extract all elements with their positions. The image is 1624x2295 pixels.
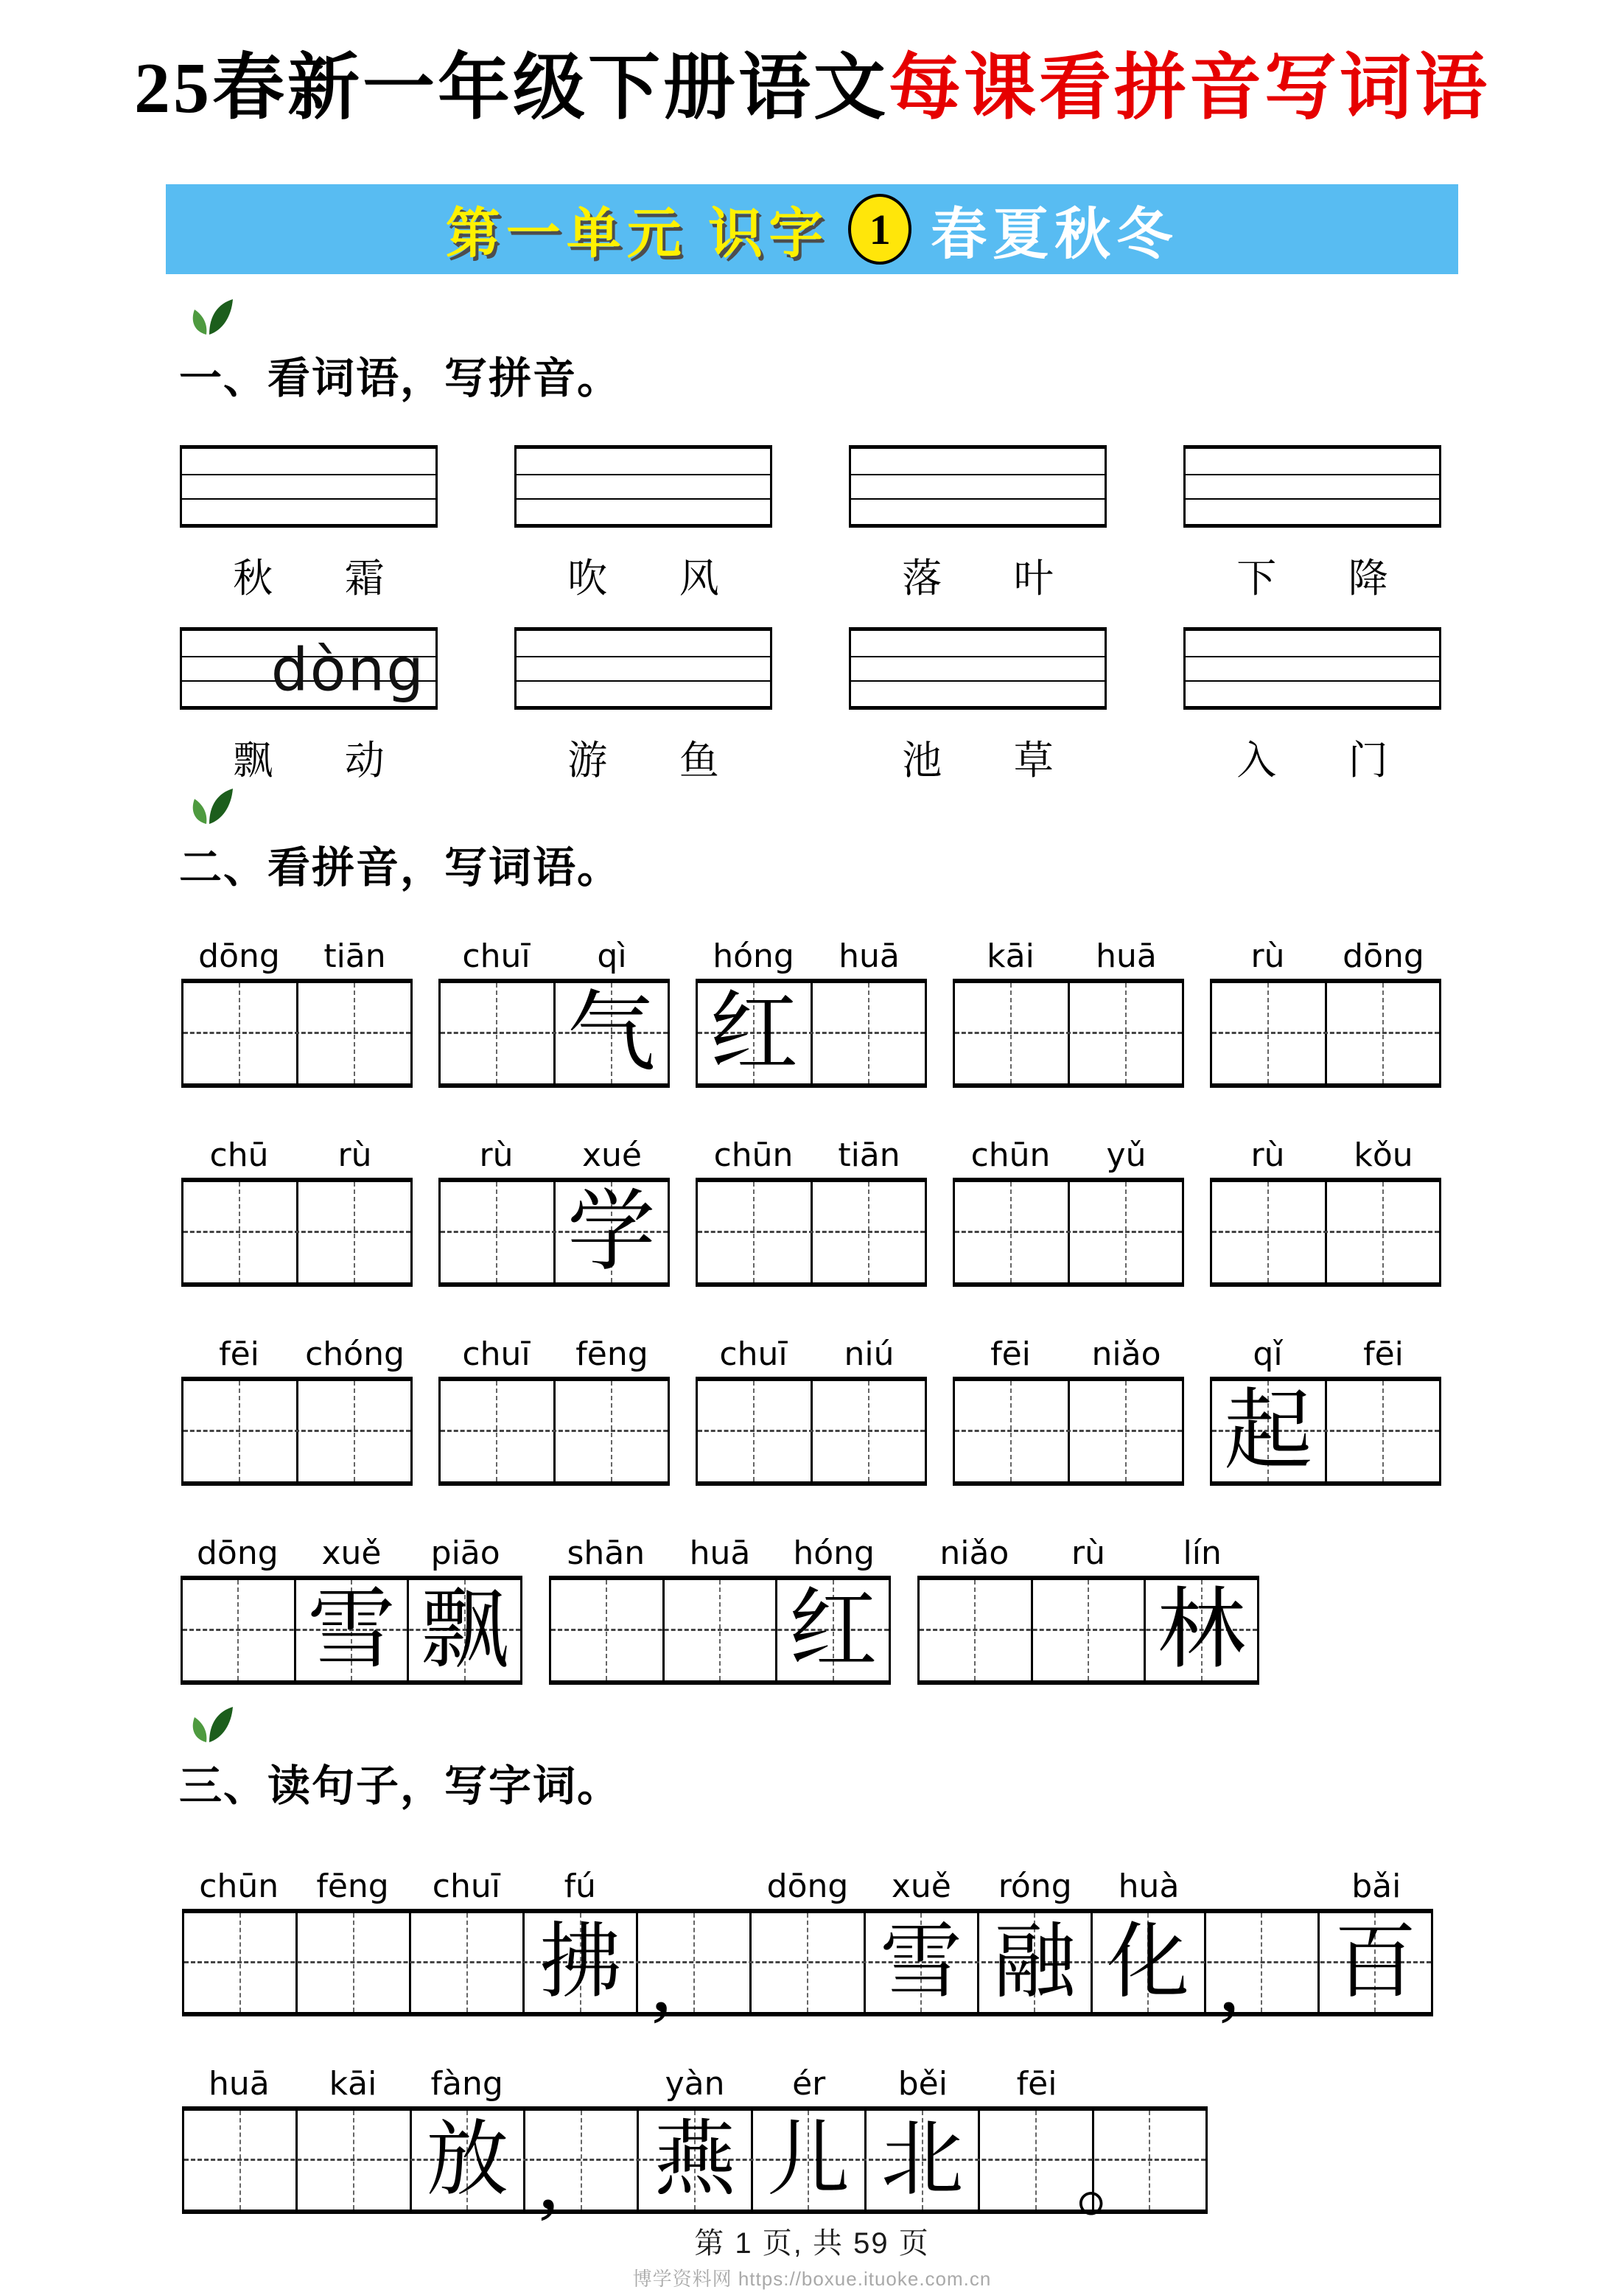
handwritten-char: 林 [1157, 1581, 1246, 1679]
writing-cell [1144, 1580, 1257, 1680]
pinyin-writing-box [849, 445, 1107, 528]
pinyin-syllable: bǎi [1351, 1868, 1401, 1905]
pinyin-writing-box [180, 445, 438, 528]
word-writing-grid [181, 927, 413, 1088]
lesson-number-badge: 1 [848, 194, 911, 265]
writing-cell [296, 1182, 411, 1282]
pinyin-syllable: fàng [430, 2065, 503, 2103]
punctuation-mark: , [651, 1938, 672, 2029]
section-two-row [181, 1325, 1441, 1486]
handwritten-char: 红 [788, 1581, 878, 1679]
writing-cell [811, 1182, 925, 1282]
writing-cell [296, 983, 411, 1083]
word-writing-grid [181, 1524, 522, 1685]
pinyin-row [953, 1325, 1184, 1377]
word-writing-grid [1210, 1126, 1441, 1287]
writing-cell [955, 1381, 1068, 1481]
writing-grid-box [953, 1377, 1184, 1486]
pinyin-syllable: tiān [838, 1136, 900, 1174]
writing-cell [1068, 1381, 1183, 1481]
writing-grid-box [438, 979, 670, 1088]
word-label: 飘 动 [233, 738, 416, 783]
pinyin-syllable: qì [597, 937, 627, 975]
writing-cell [1325, 1182, 1440, 1282]
word-writing-grid [953, 1126, 1184, 1287]
word-pinyin-item [180, 445, 438, 604]
writing-cell [410, 2111, 523, 2210]
writing-cell [553, 983, 668, 1083]
handwritten-char: 学 [567, 1183, 656, 1281]
writing-cell [409, 1913, 522, 2012]
pinyin-syllable: niǎo [939, 1534, 1009, 1572]
pinyin-syllable: fēng [575, 1335, 648, 1373]
pinyin-syllable: chū [209, 1136, 269, 1174]
writing-cell [441, 1182, 553, 1282]
pinyin-writing-box [514, 445, 772, 528]
writing-cell [1076, 2111, 1205, 2226]
pinyin-row [953, 927, 1184, 979]
pinyin-syllable: huā [208, 2065, 270, 2103]
writing-cell [698, 1182, 811, 1282]
writing-grid-box [438, 1377, 670, 1486]
word-writing-grid [696, 1126, 927, 1287]
writing-cell [553, 1182, 668, 1282]
word-label: 吹 风 [567, 556, 750, 601]
word-pinyin-item [849, 445, 1107, 604]
word-writing-grid [917, 1524, 1259, 1685]
writing-cell [977, 1913, 1091, 2012]
pinyin-syllable: hóng [713, 937, 794, 975]
writing-cell [1317, 1913, 1431, 2012]
writing-cell [183, 983, 296, 1083]
pinyin-syllable: rù [1250, 1136, 1285, 1174]
writing-grid-box [182, 1909, 1433, 2029]
writing-cell [698, 1381, 811, 1481]
handwritten-char: 雪 [880, 1917, 963, 2008]
writing-cell [920, 1580, 1031, 1680]
pinyin-row [953, 1126, 1184, 1178]
word-writing-grid [1210, 1325, 1441, 1486]
writing-grid-box [181, 979, 413, 1088]
word-writing-grid [549, 1524, 891, 1685]
word-pinyin-item [849, 627, 1107, 786]
writing-cell [1212, 983, 1325, 1083]
writing-cell [1068, 983, 1183, 1083]
word-label: 入 门 [1236, 738, 1419, 783]
section-two-row [181, 1126, 1441, 1287]
pinyin-syllable: fēng [316, 1868, 389, 1905]
pinyin-row [181, 1524, 522, 1576]
writing-cell [811, 983, 925, 1083]
word-pinyin-item [514, 445, 772, 604]
writing-cell [1212, 1381, 1325, 1481]
writing-cell [184, 1913, 295, 2012]
writing-cell [1068, 1182, 1183, 1282]
pinyin-syllable: rù [1250, 937, 1285, 975]
leaf-icon [189, 787, 236, 829]
pinyin-syllable: rù [1071, 1534, 1105, 1572]
pinyin-syllable: kāi [329, 2065, 377, 2103]
pinyin-syllable: piāo [430, 1534, 500, 1572]
handwritten-char: 起 [1224, 1382, 1313, 1480]
pinyin-row [1210, 1126, 1441, 1178]
pinyin-syllable: xuě [891, 1868, 951, 1905]
pinyin-syllable: chūn [970, 1136, 1051, 1174]
pinyin-row [438, 927, 670, 979]
section-one-heading: 一、看词语，写拼音。 [179, 354, 622, 402]
writing-cell [864, 1913, 977, 2012]
page-title-red: 每课看拼音写词语 [889, 49, 1491, 128]
pinyin-row [696, 1126, 927, 1178]
pinyin-syllable: hóng [793, 1534, 875, 1572]
handwritten-char: 气 [567, 984, 656, 1082]
pinyin-syllable: chuī [432, 1868, 500, 1905]
word-pinyin-item [514, 627, 772, 786]
word-label: 秋 霜 [233, 556, 416, 601]
word-writing-grid [953, 1325, 1184, 1486]
pinyin-syllable: fú [564, 1868, 596, 1905]
writing-cell [1031, 1580, 1144, 1680]
pinyin-syllable: ér [792, 2065, 826, 2103]
writing-cell [407, 1580, 520, 1680]
writing-cell [183, 1182, 296, 1282]
pinyin-syllable: dōng [197, 1534, 279, 1572]
pinyin-row [696, 927, 927, 979]
lesson-title: 春夏秋冬 [931, 203, 1179, 266]
writing-grid-box [181, 1576, 522, 1685]
writing-grid-box [438, 1178, 670, 1287]
pinyin-row [182, 2055, 1208, 2106]
writing-cell [553, 1381, 668, 1481]
pinyin-syllable: niú [844, 1335, 895, 1373]
writing-cell [955, 983, 1068, 1083]
pinyin-syllable: fēi [219, 1335, 259, 1373]
word-label: 落 叶 [902, 556, 1085, 601]
writing-cell [295, 2111, 409, 2210]
word-pinyin-item [180, 627, 438, 786]
pinyin-syllable: chuī [719, 1335, 788, 1373]
pinyin-syllable: chūn [199, 1868, 279, 1905]
pinyin-syllable: róng [998, 1868, 1072, 1905]
leaf-icon [189, 1705, 236, 1747]
writing-cell [551, 1580, 662, 1680]
writing-grid-box [182, 2106, 1208, 2226]
handwritten-char: 化 [1107, 1917, 1190, 2008]
writing-cell [751, 2111, 864, 2210]
writing-cell [1325, 1381, 1440, 1481]
watermark-link[interactable]: 博学资料网 https://boxue.ituoke.com.cn [632, 2268, 992, 2290]
pinyin-syllable: huā [839, 937, 900, 975]
pinyin-syllable: tiān [323, 937, 386, 975]
writing-grid-box [953, 1178, 1184, 1287]
pinyin-syllable: xué [582, 1136, 642, 1174]
prefilled-pinyin: dòng [270, 635, 425, 705]
writing-grid-box [696, 1377, 927, 1486]
sentence-writing-strip [182, 1857, 1433, 2029]
pinyin-writing-box [849, 627, 1107, 710]
pinyin-row [1210, 927, 1441, 979]
section-two-heading: 二、看拼音，写词语。 [179, 844, 622, 892]
word-writing-grid [438, 927, 670, 1088]
writing-cell [1204, 1913, 1317, 2029]
word-writing-grid [438, 1126, 670, 1287]
pinyin-syllable: chūn [713, 1136, 794, 1174]
writing-grid-box [1210, 1178, 1441, 1287]
handwritten-char: 雪 [307, 1581, 396, 1679]
pinyin-writing-box [180, 627, 438, 710]
pinyin-syllable: fēi [1016, 2065, 1057, 2103]
pinyin-writing-box [1183, 445, 1441, 528]
handwritten-char: 放 [426, 2114, 509, 2206]
word-writing-grid [696, 1325, 927, 1486]
writing-grid-box [696, 1178, 927, 1287]
writing-cell [183, 1580, 294, 1680]
word-writing-grid [181, 1126, 413, 1287]
writing-cell [1091, 1913, 1204, 2012]
pinyin-row [917, 1524, 1259, 1576]
word-writing-grid [696, 927, 927, 1088]
pinyin-syllable: běi [897, 2065, 948, 2103]
handwritten-char: 北 [881, 2114, 964, 2206]
page-title [0, 29, 1624, 133]
punctuation-mark: , [538, 2135, 559, 2226]
writing-cell [662, 1580, 776, 1680]
punctuation-mark: 。 [1076, 2135, 1159, 2226]
handwritten-char: 融 [993, 1917, 1077, 2008]
writing-cell [811, 1381, 925, 1481]
pinyin-row [182, 1857, 1433, 1909]
sentence-writing-strip [182, 2055, 1208, 2226]
pinyin-syllable: dōng [198, 937, 280, 975]
writing-cell [636, 1913, 749, 2029]
pinyin-row [181, 1126, 413, 1178]
pinyin-syllable: kāi [987, 937, 1035, 975]
writing-grid-box [549, 1576, 891, 1685]
writing-grid-box [1210, 1377, 1441, 1486]
pinyin-writing-box [1183, 627, 1441, 710]
pinyin-syllable: fēi [1363, 1335, 1404, 1373]
word-label: 池 草 [902, 738, 1085, 783]
writing-cell [296, 1381, 411, 1481]
writing-cell [698, 983, 811, 1083]
pinyin-row [696, 1325, 927, 1377]
pinyin-row [181, 927, 413, 979]
pinyin-syllable: lín [1183, 1534, 1222, 1572]
writing-cell [864, 2111, 978, 2210]
unit-label: 第一单元 识字 [445, 203, 830, 264]
writing-cell [749, 1913, 863, 2012]
word-writing-grid [1210, 927, 1441, 1088]
writing-cell [775, 1580, 889, 1680]
writing-grid-box [181, 1178, 413, 1287]
writing-grid-box [696, 979, 927, 1088]
pinyin-syllable: chuī [462, 937, 531, 975]
word-writing-grid [953, 927, 1184, 1088]
handwritten-char: 燕 [653, 2114, 736, 2206]
word-writing-grid [438, 1325, 670, 1486]
writing-cell [522, 1913, 636, 2012]
pinyin-syllable: chuī [462, 1335, 531, 1373]
page-number: 第 1 页, 共 59 页 [694, 2227, 930, 2260]
writing-cell [295, 1913, 409, 2012]
handwritten-char: 儿 [767, 2114, 850, 2206]
writing-grid-box [953, 979, 1184, 1088]
pinyin-syllable: rù [479, 1136, 514, 1174]
handwritten-char: 飘 [420, 1581, 509, 1679]
handwritten-char: 百 [1334, 1917, 1417, 2008]
word-writing-grid [181, 1325, 413, 1486]
word-pinyin-item [1183, 445, 1441, 604]
writing-grid-box [1210, 979, 1441, 1088]
pinyin-syllable: yǔ [1106, 1136, 1147, 1174]
leaf-icon [189, 298, 236, 340]
writing-cell [294, 1580, 407, 1680]
section-two-row [181, 1524, 1259, 1685]
pinyin-syllable: huà [1118, 1868, 1180, 1905]
pinyin-row [1210, 1325, 1441, 1377]
word-pinyin-item [1183, 627, 1441, 786]
section-one-row [180, 627, 1441, 786]
handwritten-char: 拂 [539, 1917, 622, 2008]
writing-cell [441, 983, 553, 1083]
writing-cell [1212, 1182, 1325, 1282]
section-two-row [181, 927, 1441, 1088]
pinyin-syllable: yàn [665, 2065, 725, 2103]
pinyin-syllable: xuě [321, 1534, 382, 1572]
pinyin-row [438, 1325, 670, 1377]
pinyin-syllable: rù [337, 1136, 372, 1174]
pinyin-syllable: qǐ [1253, 1335, 1283, 1373]
writing-cell [523, 2111, 637, 2226]
writing-cell [441, 1381, 553, 1481]
pinyin-writing-box [514, 627, 772, 710]
unit-banner [166, 184, 1458, 274]
page-title-black: 25春新一年级下册语文 [133, 49, 889, 128]
pinyin-syllable: huā [689, 1534, 751, 1572]
pinyin-syllable: niǎo [1091, 1335, 1161, 1373]
pinyin-syllable: fēi [990, 1335, 1031, 1373]
handwritten-char: 红 [710, 984, 799, 1082]
writing-cell [184, 2111, 295, 2210]
section-one-row [180, 445, 1441, 604]
writing-cell [183, 1381, 296, 1481]
pinyin-syllable: huā [1096, 937, 1157, 975]
pinyin-row [438, 1126, 670, 1178]
pinyin-syllable: dōng [1343, 937, 1424, 975]
writing-grid-box [181, 1377, 413, 1486]
writing-cell [1325, 983, 1440, 1083]
pinyin-syllable: shān [567, 1534, 645, 1572]
pinyin-syllable: chóng [305, 1335, 405, 1373]
writing-cell [637, 2111, 750, 2210]
pinyin-syllable: kǒu [1354, 1136, 1413, 1174]
pinyin-row [181, 1325, 413, 1377]
punctuation-mark: , [1219, 1938, 1240, 2029]
writing-cell [955, 1182, 1068, 1282]
writing-cell [978, 2111, 1091, 2210]
word-label: 下 降 [1236, 556, 1419, 601]
pinyin-syllable: dōng [766, 1868, 849, 1905]
section-three-heading: 三、读句子，写字词。 [179, 1762, 622, 1810]
writing-grid-box [917, 1576, 1259, 1685]
pinyin-row [549, 1524, 891, 1576]
word-label: 游 鱼 [567, 738, 750, 783]
